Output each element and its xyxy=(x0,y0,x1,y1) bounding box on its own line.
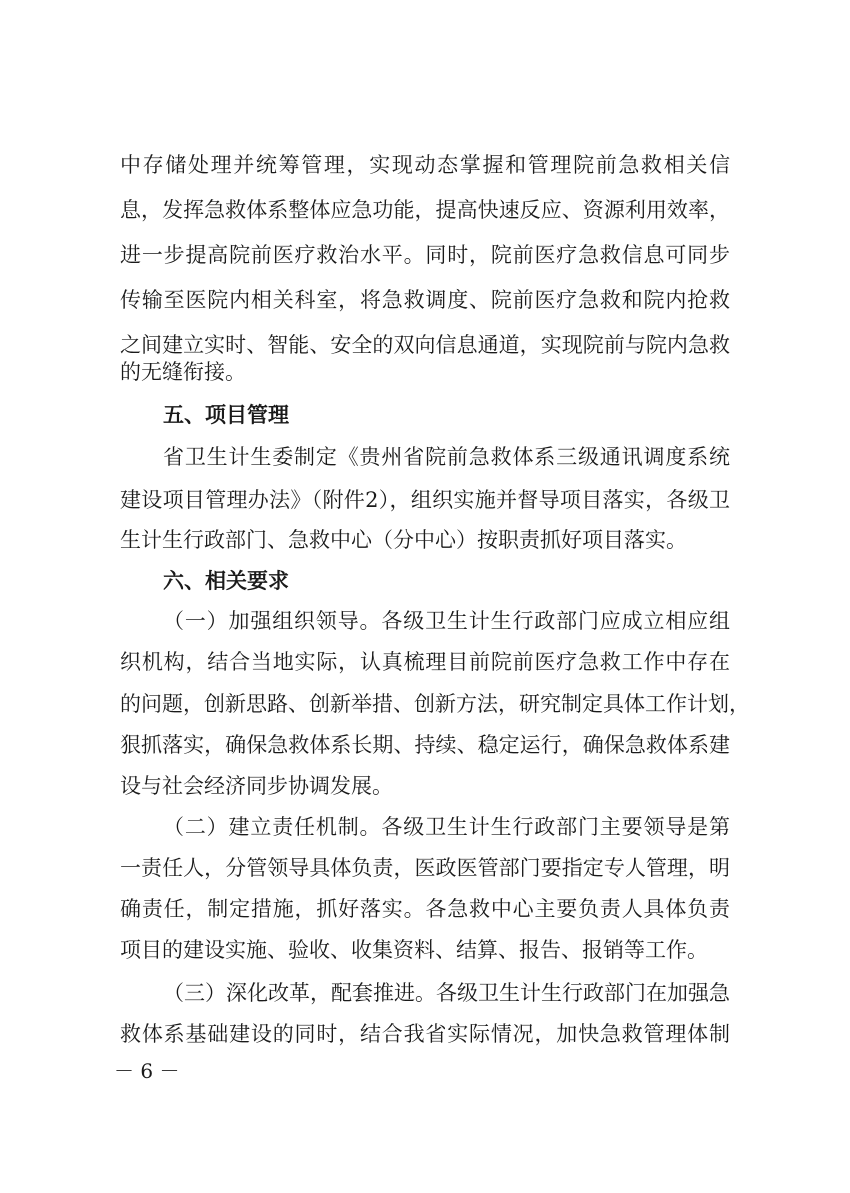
text-line: 生计生行政部门、急救中心（分中心）按职责抓好项目落实。 xyxy=(120,528,687,552)
text-line: （三）深化改革，配套推进。各级卫生计生行政部门在加强急 xyxy=(163,981,730,1005)
section-heading: 五、项目管理 xyxy=(163,403,289,427)
text-line: 之间建立实时、智能、安全的双向信息通道，实现院前与院内急救 xyxy=(120,333,730,357)
text-line: 进一步提高院前医疗救治水平。同时，院前医疗急救信息可同步 xyxy=(120,243,730,267)
text-line: （一）加强组织领导。各级卫生计生行政部门应成立相应组 xyxy=(163,609,730,633)
text-line: 传输至医院内相关科室，将急救调度、院前医疗急救和院内抢救 xyxy=(120,288,730,312)
text-line: 救体系基础建设的同时，结合我省实际情况，加快急救管理体制 xyxy=(120,1022,730,1046)
section-heading: 六、相关要求 xyxy=(163,569,289,593)
text-line: 一责任人，分管领导具体负责，医政医管部门要指定专人管理，明 xyxy=(120,856,730,880)
text-line: 省卫生计生委制定《贵州省院前急救体系三级通讯调度系统 xyxy=(163,445,730,469)
text-line: 的问题，创新思路、创新举措、创新方法，研究制定具体工作计划， xyxy=(120,692,750,716)
page-number: － 6 － xyxy=(114,1059,180,1083)
text-line: 建设项目管理办法》（附件2），组织实施并督导项目落实，各级卫 xyxy=(120,488,730,512)
text-line: 的无缝衔接。 xyxy=(120,360,246,384)
text-line: 狠抓落实，确保急救体系长期、持续、稳定运行，确保急救体系建 xyxy=(120,733,730,757)
text-line: 中存储处理并统筹管理，实现动态掌握和管理院前急救相关信 xyxy=(120,153,730,177)
text-line: 织机构，结合当地实际，认真梳理目前院前医疗急救工作中存在 xyxy=(120,650,730,674)
text-line: 息，发挥急救体系整体应急功能，提高快速反应、资源利用效率， xyxy=(120,198,730,222)
text-line: 确责任，制定措施，抓好落实。各急救中心主要负责人具体负责 xyxy=(120,897,730,921)
text-line: （二）建立责任机制。各级卫生计生行政部门主要领导是第 xyxy=(163,815,730,839)
text-line: 项目的建设实施、验收、收集资料、结算、报告、报销等工作。 xyxy=(120,938,708,962)
text-line: 设与社会经济同步协调发展。 xyxy=(120,774,393,798)
